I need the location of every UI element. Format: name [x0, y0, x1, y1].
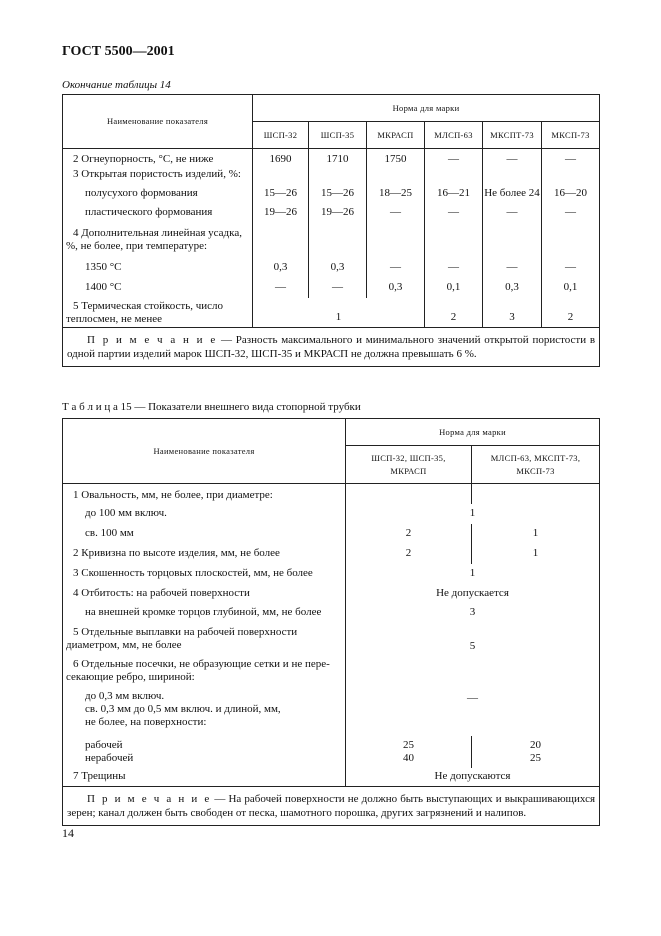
t15-header-norm: Норма для марки [346, 419, 600, 446]
t15-row-label [63, 736, 346, 768]
t14-row-label [63, 227, 253, 257]
t15-row-label [63, 623, 346, 656]
t15-row-label-line: рабочей [85, 738, 123, 751]
t14-grade-header: ШСП-35 [309, 122, 367, 149]
t15-row-label: 2 Кривизна по высоте изделия, мм, не более [63, 544, 346, 564]
t15-cell [472, 736, 600, 768]
t15-note-label: П р и м е ч а н и е [87, 793, 212, 805]
t14-cell: — [253, 278, 309, 298]
t14-cell: — [425, 257, 483, 278]
t15-cell: 2 [346, 524, 472, 544]
t14-cell: — [565, 153, 577, 165]
t14-cell: 0,3 [309, 257, 367, 278]
t15-row-label-line: секающие ребро, шириной: [66, 670, 195, 683]
t15-row-label-line: св. 0,3 мм до 0,5 мм включ. и длиной, мм, [85, 702, 281, 715]
t15-cell-line: 20 [530, 738, 541, 751]
table-15 [62, 418, 600, 826]
t15-cell: 1 [469, 506, 476, 519]
t14-row-label: 1400 °С [63, 278, 253, 298]
t15-row-label-line: 5 Отдельные выплавки на рабочей поверхности [73, 625, 298, 638]
table14-caption: Окончание таблицы 14 [62, 79, 171, 91]
t14-cell: 0,1 [425, 278, 483, 298]
t15-cell: 3 [469, 605, 476, 618]
t15-cell: 1 [469, 566, 476, 579]
t14-cell: 16—21 [425, 187, 483, 206]
t15-cell: 1 [532, 526, 539, 539]
t14-row-label [63, 298, 253, 328]
t14-row-label-line: 5 Термическая стойкость, число [73, 299, 224, 312]
t14-row-label-line: теплосмен, не менее [66, 312, 162, 325]
t14-cell: — [483, 257, 542, 278]
t15-cell [346, 736, 472, 768]
page-number: 14 [62, 826, 74, 840]
t15-row-label: на внешней кромке торцов глубиной, мм, не более [63, 603, 346, 623]
t14-grade-header: МЛСП-63 [425, 122, 483, 149]
t14-row-label: 3 Открытая пористость изделий, %: [63, 168, 253, 187]
table-14 [62, 94, 600, 367]
t15-row-label: 3 Скошенность торцовых плоскостей, мм, не более [63, 564, 346, 584]
t14-cell: 0,3 [367, 278, 425, 298]
t14-row-label-line: 4 Дополнительная линейная усадка, [73, 226, 242, 239]
t15-row-label: до 100 мм включ. [63, 504, 346, 524]
t15-row-label-line: нерабочей [85, 751, 134, 764]
t15-cell: 2 [346, 544, 472, 564]
t15-cell: 5 [469, 639, 476, 652]
t14-cell: 2 [567, 311, 574, 323]
t14-cell: 18—25 [367, 187, 425, 206]
t14-cell: 1750 [367, 149, 425, 168]
document-header: ГОСТ 5500—2001 [62, 44, 175, 59]
t14-cell: 3 [483, 298, 542, 328]
t15-cell-line: 40 [403, 751, 414, 764]
t14-row-label-line: %, не более, при температуре: [66, 239, 208, 252]
t14-cell: — [483, 206, 542, 227]
t14-grade-header: МКСП-73 [542, 122, 600, 149]
t14-note [63, 328, 600, 367]
t15-row-label: 1 Овальность, мм, не более, при диаметре: [63, 484, 346, 504]
t14-row-label: 2 Огнеупорность, °С, не ниже [63, 149, 253, 168]
t15-cell: Не допускаются [434, 769, 511, 782]
t15-row-label-line: не более, на поверхности: [85, 715, 207, 728]
t14-cell: 2 [425, 298, 483, 328]
t15-row-label: 4 Отбитость: на рабочей поверхности [63, 584, 346, 603]
t15-row-label-line: 6 Отдельные посечки, не образующие сетки и не пере- [73, 657, 330, 670]
t14-cell: — [367, 206, 425, 227]
t14-grade-header: МКСПТ-73 [483, 122, 542, 149]
t15-cell: — [467, 691, 478, 704]
t14-cell: 0,3 [253, 257, 309, 278]
t15-cell: 1 [532, 546, 539, 559]
t14-grade-header: ШСП-32 [253, 122, 309, 149]
t15-group-header: ШСП-32, ШСП-35, МКРАСП [346, 446, 472, 484]
table15-caption: Т а б л и ц а 15 — Показатели внешнего вида стопорной трубки [62, 401, 361, 413]
t15-header-indicator: Наименование показателя [63, 419, 346, 484]
t14-cell: — [565, 260, 577, 273]
t14-cell: — [367, 257, 425, 278]
t15-row-label-line: до 0,3 мм включ. [85, 689, 165, 702]
t15-cell-line: 25 [403, 738, 414, 751]
t14-cell: 19—26 [309, 206, 367, 227]
t15-group-header: МЛСП-63, МКСПТ-73, МКСП-73 [472, 446, 600, 484]
t14-cell: 0,3 [483, 278, 542, 298]
t15-row-label: св. 100 мм [63, 524, 346, 544]
t14-cell: — [425, 206, 483, 227]
t14-header-indicator: Наименование показателя [63, 95, 253, 149]
t15-cell: Не допускается [436, 586, 509, 599]
t14-cell: 15—26 [309, 187, 367, 206]
t14-cell: 19—26 [253, 206, 309, 227]
t14-note-label: П р и м е ч а н и е [87, 334, 218, 346]
t14-cell: 1 [253, 298, 425, 328]
t14-cell: Не более 24 [483, 187, 542, 206]
t14-grade-header: МКРАСП [367, 122, 425, 149]
t14-cell: 1710 [309, 149, 367, 168]
t15-row-label [63, 656, 346, 684]
t15-row-label: 7 Трещины [63, 768, 346, 787]
t14-cell: — [425, 149, 483, 168]
t15-note-text: — На рабочей поверхности не должно быть выступающих и выкрашивающихся зерен; канал должен быть свободен от песка, шамотного порошка, других загрязнений и налипов. [67, 793, 596, 819]
t15-note [63, 787, 600, 826]
t14-cell: — [565, 205, 577, 218]
t15-row-label [63, 684, 346, 736]
t15-row-label-line: диаметром, мм, не более [66, 638, 182, 651]
t14-cell: 0,1 [563, 280, 578, 293]
t15-cell-line: 25 [530, 751, 541, 764]
t14-cell: — [483, 149, 542, 168]
t14-cell: 16—20 [554, 186, 588, 199]
t14-cell: 15—26 [253, 187, 309, 206]
t14-header-norm: Норма для марки [253, 95, 600, 122]
t14-row-label: 1350 °С [63, 257, 253, 278]
t14-row-label: полусухого формования [63, 187, 253, 206]
t14-cell: — [309, 278, 367, 298]
t14-note-text: — Разность максимального и минимального значений открытой пористости в одной партии изделий марок ШСП-32, ШСП-35 и МКРАСП не должна превышать 6 %. [67, 334, 596, 360]
t14-cell: 1690 [253, 149, 309, 168]
t14-row-label: пластического формования [63, 206, 253, 227]
